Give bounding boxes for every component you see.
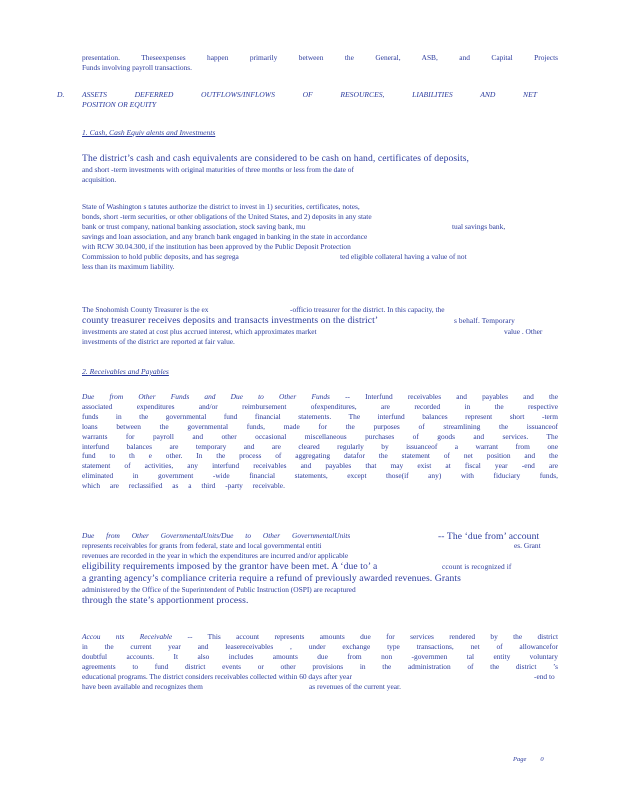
term-label: Due from Other Funds and Due to Other Funds: [82, 392, 330, 401]
subsection-title: 1. Cash, Cash Equiv alents and Investments: [82, 128, 216, 137]
text-line: bonds, short -term securities, or other obligations of the United States, and 2) deposits in any state: [82, 212, 372, 221]
text-line: [82, 531, 558, 541]
section-title-line: POSITION OR EQUITY: [82, 100, 157, 109]
text-line: statement of activities, any interfund receivables and payables that may exist at fiscal year -end are: [82, 461, 558, 471]
text-line: revenues are recorded in the year in which the expenditures are incurred and/or applicable: [82, 551, 349, 560]
page-label: Page: [513, 756, 527, 763]
text-fragment: ccount is recognized if: [442, 562, 512, 571]
text-fragment: county treasurer receives deposits and transacts investments on the district’: [82, 315, 379, 326]
text-line: through the state’s apportionment process.: [82, 595, 249, 606]
text-fragment: represents receivables for grants from federal, state and local governmental entiti: [82, 541, 322, 550]
cash-paragraph-1: [82, 153, 558, 185]
text-fragment: The Snohomish County Treasurer is the ex: [82, 305, 209, 314]
text-fragment: -- The ‘due from’ account: [438, 531, 540, 542]
due-gov-paragraph: [82, 531, 558, 607]
text-line: administered by the Office of the Superintendent of Public Instruction (OSPI) are recaptured: [82, 585, 356, 594]
text-fragment: value . Other: [504, 327, 543, 336]
text-line: and short -term investments with original maturities of three months or less from the date of: [82, 165, 354, 174]
text-line: doubtful accounts. It also includes amounts due from non -governmen tal entity voluntary: [82, 652, 558, 661]
text-fragment: -officio treasurer for the district. In this capacity, the: [290, 305, 445, 314]
text-fragment: educational programs. The district considers receivables collected within 60 days after year: [82, 672, 352, 681]
subsection-title: 2. Receivables and Payables: [82, 367, 169, 376]
text-line: eliminated in government -wide financial statements, except those(if any) with fiduciary funds,: [82, 471, 558, 481]
due-funds-paragraph: [82, 392, 558, 491]
text-fragment: bank or trust company, national banking association, stock saving bank, mu: [82, 222, 306, 231]
text-line: warrants for payroll and other occasional miscellaneous purchases of goods and services. The: [82, 431, 558, 441]
text-line: acquisition.: [82, 175, 117, 184]
text-line: less than its maximum liability.: [82, 262, 175, 271]
text-line: loans between the governmental funds, made for the purposes of streamlining the issuanceof: [82, 421, 558, 431]
text-line: agreements to fund district events or other provisions in the administration of the district ’s: [82, 662, 558, 671]
cash-paragraph-3: [82, 305, 558, 347]
text-fragment: s behalf. Temporary: [454, 316, 515, 325]
text-fragment: ted eligible collateral having a value of not: [340, 252, 467, 261]
text-line: [82, 632, 558, 642]
text-line: funds in the governmental fund financial statements. The interfund balances represent short -term: [82, 411, 558, 421]
text-line: savings and loan association, and any branch bank engaged in banking in the state in accordance: [82, 232, 368, 241]
cash-paragraph-2: [82, 202, 558, 272]
subsection-1-heading: [82, 128, 558, 138]
text-line: [82, 682, 558, 692]
text-line: interfund balances are temporary and are cleared regularly by issuanceof a warrant from one: [82, 441, 558, 451]
text-fragment: have been available and recognizes them: [82, 682, 203, 691]
text-line: a granting agency’s compliance criteria require a refund of previously awarded revenues. Grants: [82, 573, 461, 584]
text-line: [82, 672, 558, 682]
text-fragment: eligibility requirements imposed by the grantor have been met. A ‘due to’ a: [82, 561, 378, 572]
text-fragment: es. Grant: [514, 541, 541, 550]
text-fragment: -end to: [534, 672, 555, 681]
text-line: which are reclassified as a third -party receivable.: [82, 481, 285, 491]
text-line: in the current year and leasereceivables , under exchange type transactions, net of allowancefor: [82, 642, 558, 651]
subsection-2-heading: [82, 367, 558, 377]
text-fragment: -- This account represents amounts due for services rendered by the district: [187, 632, 559, 641]
text-line: [82, 561, 558, 573]
page-number-value: 0: [540, 756, 544, 763]
text-line: [82, 315, 558, 327]
text-line: presentation. Theseexpenses happen primarily between the General, ASB, and Capital Projects: [82, 53, 558, 62]
accounts-receivable-paragraph: [82, 632, 558, 692]
text-line: with RCW 30.04.300, if the institution has been approved by the Public Deposit Protection: [82, 242, 351, 251]
section-letter: D.: [57, 90, 65, 99]
text-line: The district’s cash and cash equivalents are considered to be cash on hand, certificates of deposits,: [82, 153, 470, 164]
text-line: [82, 327, 558, 337]
text-line: [82, 392, 558, 402]
text-fragment: Commission to hold public deposits, and has segrega: [82, 252, 239, 261]
text-fragment: -- Interfund receivables and payables and the: [345, 392, 558, 401]
text-line: associated expenditures and/or reimbursement ofexpenditures, are recorded in the respective: [82, 401, 558, 411]
text-line: [82, 305, 558, 315]
text-line: State of Washington s tatutes authorize the district to invest in 1) securities, certificates, notes,: [82, 202, 360, 211]
text-line: fund to th e other. In the process of aggregating datafor the statement of net position and the: [82, 451, 558, 461]
term-label: Accou nts Receivable: [82, 632, 173, 641]
term-label: Due from Other GovernmentalUnits/Due to Other GovernmentalUnits: [82, 531, 351, 540]
section-title-line: ASSETS DEFERRED OUTFLOWS/INFLOWS OF RESOURCES, LIABILITIES AND NET: [82, 90, 537, 99]
text-fragment: tual savings bank,: [452, 222, 506, 231]
text-line: investments of the district are reported at fair value.: [82, 337, 235, 346]
intro-paragraph: [82, 53, 558, 73]
text-line: [82, 252, 558, 262]
text-line: [82, 222, 558, 232]
text-fragment: investments are stated at cost plus accrued interest, which approximates market: [82, 327, 317, 336]
text-fragment: as revenues of the current year.: [309, 682, 401, 691]
page-number: [513, 756, 544, 763]
text-line: Funds involving payroll transactions.: [82, 63, 193, 72]
